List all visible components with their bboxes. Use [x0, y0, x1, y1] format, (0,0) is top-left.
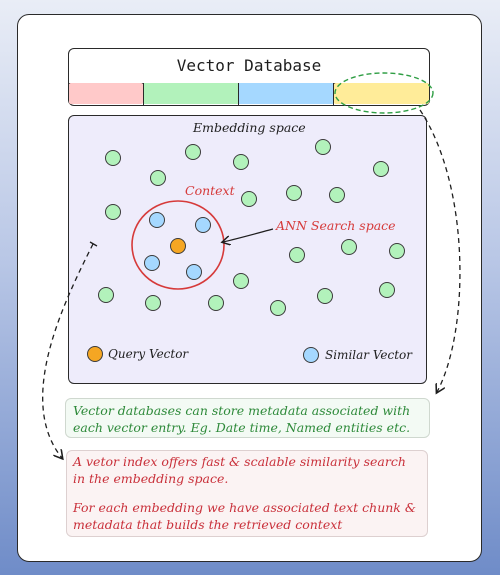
- query-vector-point: [171, 239, 186, 254]
- embedding-point: [287, 186, 302, 201]
- metadata-note: Vector databases can store metadata associated with each vector entry. Eg. Date time, Named entities etc.: [65, 398, 430, 438]
- embedding-point: [318, 289, 333, 304]
- legend-similar-swatch: [304, 348, 319, 363]
- similar-vector-point: [196, 218, 211, 233]
- legend-similar-label: Similar Vector: [325, 348, 412, 362]
- index-note-paragraph-2: For each embedding we have associated text chunk & metadata that builds the retrieved context: [73, 500, 416, 532]
- embedding-point: [99, 288, 114, 303]
- index-arrow-tail: [90, 242, 97, 246]
- similar-vector-point: [145, 256, 160, 271]
- embedding-point: [342, 240, 357, 255]
- similar-vector-point: [150, 213, 165, 228]
- tab-text-chunk-fill: [239, 83, 333, 104]
- embedding-points: [99, 140, 405, 316]
- embedding-point: [234, 274, 249, 289]
- metadata-arrow: [420, 110, 460, 392]
- embedding-point: [106, 205, 121, 220]
- embedding-point: [380, 283, 395, 298]
- embedding-point: [146, 296, 161, 311]
- embedding-point: [186, 145, 201, 160]
- tab-embedding-fill: [144, 83, 238, 104]
- embedding-point: [151, 171, 166, 186]
- index-arrow: [43, 244, 93, 458]
- embedding-point: [390, 244, 405, 259]
- embedding-space-label: Embedding space: [193, 120, 306, 135]
- embedding-point: [106, 151, 121, 166]
- legend-query-swatch: [88, 347, 103, 362]
- embedding-point: [330, 188, 345, 203]
- embedding-point: [316, 140, 331, 155]
- embedding-point: [374, 162, 389, 177]
- tab-metadata-fill: [334, 83, 429, 104]
- embedding-point: [242, 192, 257, 207]
- ann-search-label: ANN Search space: [276, 218, 396, 233]
- index-note-paragraph-1: A vetor index offers fast & scalable similarity search in the embedding space.: [73, 454, 406, 486]
- embedding-point: [290, 248, 305, 263]
- database-title: Vector Database: [176, 56, 322, 75]
- context-label: Context: [185, 183, 235, 198]
- tab-fills: [69, 83, 429, 104]
- ann-arrow: [223, 229, 273, 242]
- legend-query-label: Query Vector: [108, 347, 189, 361]
- embedding-point: [209, 296, 224, 311]
- embedding-point: [271, 301, 286, 316]
- similar-vector-point: [187, 265, 202, 280]
- tab-index-fill: [69, 83, 143, 104]
- embedding-point: [234, 155, 249, 170]
